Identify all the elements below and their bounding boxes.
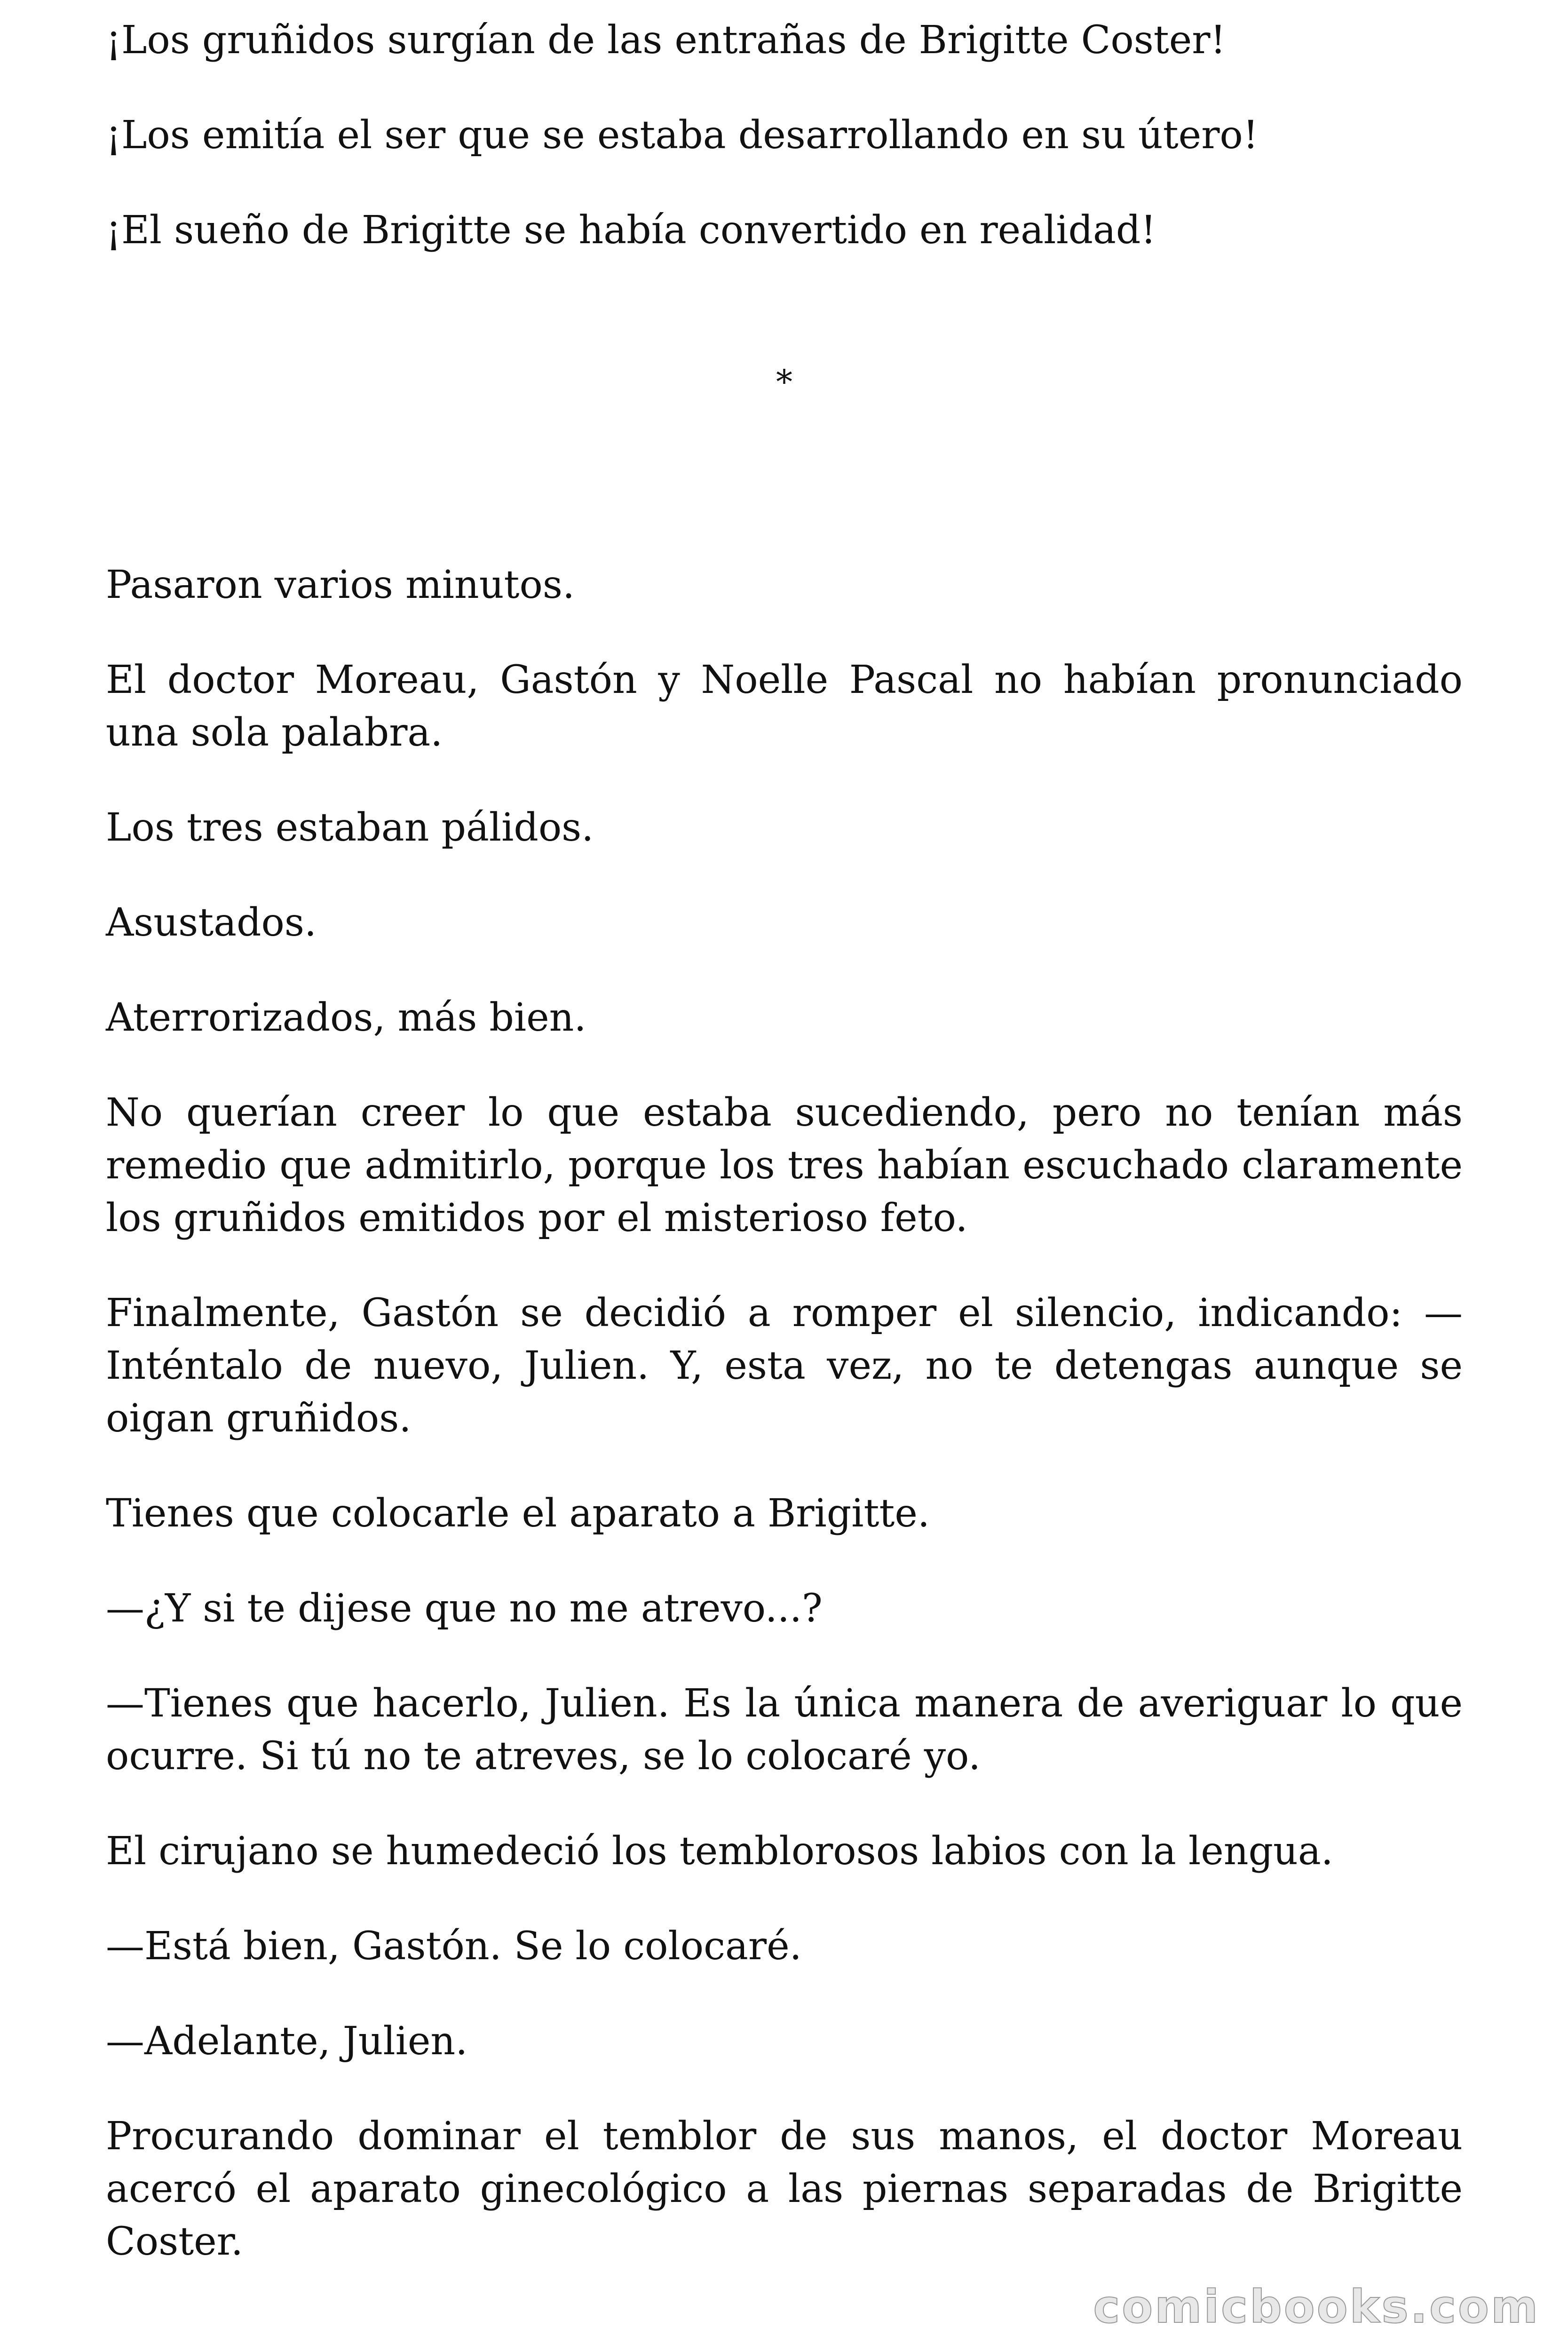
paragraph: El doctor Moreau, Gastón y Noelle Pascal no habían pronunciado una sola palabra. <box>106 658 1463 755</box>
paragraph: Procurando dominar el temblor de sus manos, el doctor Moreau acercó el aparato ginecológico a las piernas separadas de Brigitte Coster. <box>106 2114 1463 2264</box>
section-separator: * <box>776 363 792 401</box>
paragraph: Aterrorizados, más bien. <box>106 995 586 1040</box>
paragraph: El cirujano se humedeció los temblorosos labios con la lengua. <box>106 1829 1333 1874</box>
text-body <box>106 14 1463 2311</box>
paragraph: ¡Los gruñidos surgían de las entrañas de Brigitte Coster! <box>106 18 1226 63</box>
watermark: comicbooks.com <box>1093 2280 1540 2333</box>
paragraph: ¡Los emitía el ser que se estaba desarrollando en su útero! <box>106 113 1259 158</box>
paragraph: Tienes que colocarle el aparato a Brigitte. <box>106 1491 930 1536</box>
paragraph: Asustados. <box>106 900 317 945</box>
paragraph: Pasaron varios minutos. <box>106 563 575 607</box>
paragraph: —¿Y si te dijese que no me atrevo...? <box>106 1586 823 1631</box>
paragraph: —Está bien, Gastón. Se lo colocaré. <box>106 1924 802 1969</box>
paragraph: —Adelante, Julien. <box>106 2019 468 2064</box>
paragraph: No querían creer lo que estaba sucediendo, pero no tenían más remedio que admitirlo, porque los tres habían escuchado claramente los gruñidos emitidos por el misterioso feto. <box>106 1090 1463 1240</box>
paragraph: ¡El sueño de Brigitte se había convertido en realidad! <box>106 208 1156 253</box>
paragraph: Los tres estaban pálidos. <box>106 805 594 850</box>
paragraph: Finalmente, Gastón se decidió a romper el silencio, indicando: —Inténtalo de nuevo, Julien. Y, esta vez, no te detengas aunque se oigan gruñidos. <box>106 1291 1463 1441</box>
paragraph: —Tienes que hacerlo, Julien. Es la única manera de averiguar lo que ocurre. Si tú no te atreves, se lo colocaré yo. <box>106 1681 1463 1779</box>
